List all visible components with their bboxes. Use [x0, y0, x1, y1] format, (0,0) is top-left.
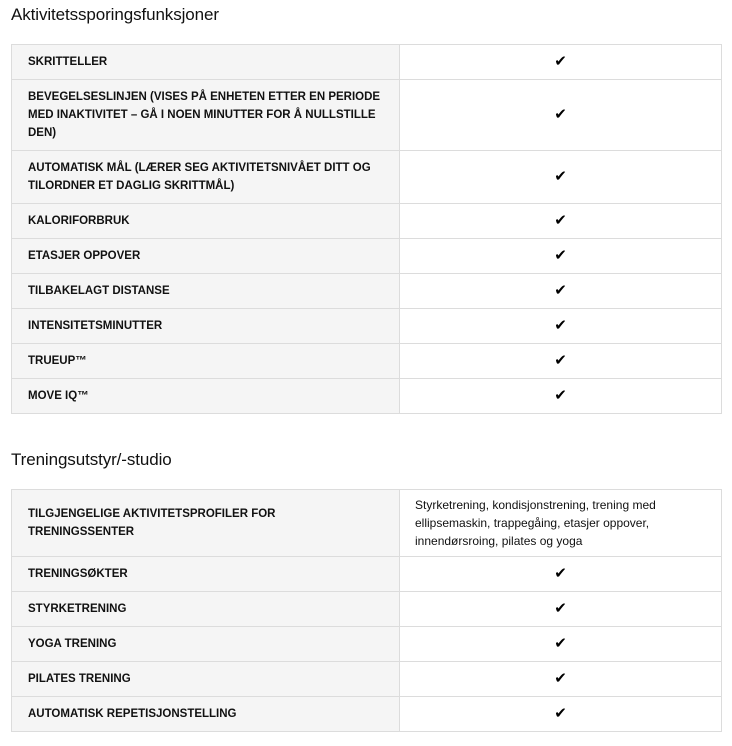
row-value [400, 592, 722, 627]
row-label: INTENSITETSMINUTTER [12, 309, 400, 344]
row-label: BEVEGELSESLINJEN (VISES PÅ ENHETEN ETTER EN PERIODE MED INAKTIVITET – GÅ I NOEN MINUTTER FOR Å NULLSTILLE DEN) [12, 80, 400, 151]
table-row [12, 309, 722, 344]
table-row [12, 627, 722, 662]
table-row [12, 592, 722, 627]
table-row [12, 151, 722, 204]
table-row [12, 557, 722, 592]
table-row [12, 45, 722, 80]
activity-tracking-table [11, 44, 722, 414]
checkmark-icon: ✔ [554, 211, 567, 229]
row-value [400, 151, 722, 204]
row-label: YOGA TRENING [12, 627, 400, 662]
row-label: TILBAKELAGT DISTANSE [12, 274, 400, 309]
row-value [400, 239, 722, 274]
row-value [400, 204, 722, 239]
checkmark-icon: ✔ [554, 52, 567, 70]
row-label: KALORIFORBRUK [12, 204, 400, 239]
checkmark-icon: ✔ [554, 704, 567, 722]
section-title-activity-tracking: Aktivitetssporingsfunksjoner [11, 5, 219, 24]
row-value [400, 344, 722, 379]
checkmark-icon: ✔ [554, 564, 567, 582]
table-row [12, 662, 722, 697]
table-row [12, 274, 722, 309]
row-value [400, 662, 722, 697]
checkmark-icon: ✔ [554, 351, 567, 369]
row-value-text: Styrketrening, kondisjonstrening, trening med ellipsemaskin, trappegåing, etasjer oppover, innendørsroing, pilates og yoga [400, 490, 722, 557]
row-value [400, 557, 722, 592]
row-value [400, 697, 722, 732]
checkmark-icon: ✔ [554, 246, 567, 264]
table-row [12, 204, 722, 239]
row-value [400, 309, 722, 344]
row-label: SKRITTELLER [12, 45, 400, 80]
gym-equipment-table [11, 489, 722, 732]
row-value [400, 45, 722, 80]
row-label: TRENINGSØKTER [12, 557, 400, 592]
row-label: AUTOMATISK REPETISJONSTELLING [12, 697, 400, 732]
row-label: TILGJENGELIGE AKTIVITETSPROFILER FOR TRENINGSSENTER [12, 490, 400, 557]
table-row [12, 379, 722, 414]
checkmark-icon: ✔ [554, 167, 567, 185]
row-label: ETASJER OPPOVER [12, 239, 400, 274]
row-value [400, 80, 722, 151]
checkmark-icon: ✔ [554, 316, 567, 334]
row-value [400, 274, 722, 309]
table-row [12, 344, 722, 379]
row-value [400, 627, 722, 662]
row-label: MOVE IQ™ [12, 379, 400, 414]
table-row [12, 80, 722, 151]
row-value [400, 379, 722, 414]
checkmark-icon: ✔ [554, 599, 567, 617]
checkmark-icon: ✔ [554, 386, 567, 404]
checkmark-icon: ✔ [554, 634, 567, 652]
table-row [12, 490, 722, 557]
checkmark-icon: ✔ [554, 669, 567, 687]
checkmark-icon: ✔ [554, 105, 567, 123]
row-label: STYRKETRENING [12, 592, 400, 627]
row-label: PILATES TRENING [12, 662, 400, 697]
table-row [12, 239, 722, 274]
row-label: TRUEUP™ [12, 344, 400, 379]
table-row [12, 697, 722, 732]
row-label: AUTOMATISK MÅL (LÆRER SEG AKTIVITETSNIVÅET DITT OG TILORDNER ET DAGLIG SKRITTMÅL) [12, 151, 400, 204]
checkmark-icon: ✔ [554, 281, 567, 299]
section-title-gym-equipment: Treningsutstyr/-studio [11, 450, 172, 469]
